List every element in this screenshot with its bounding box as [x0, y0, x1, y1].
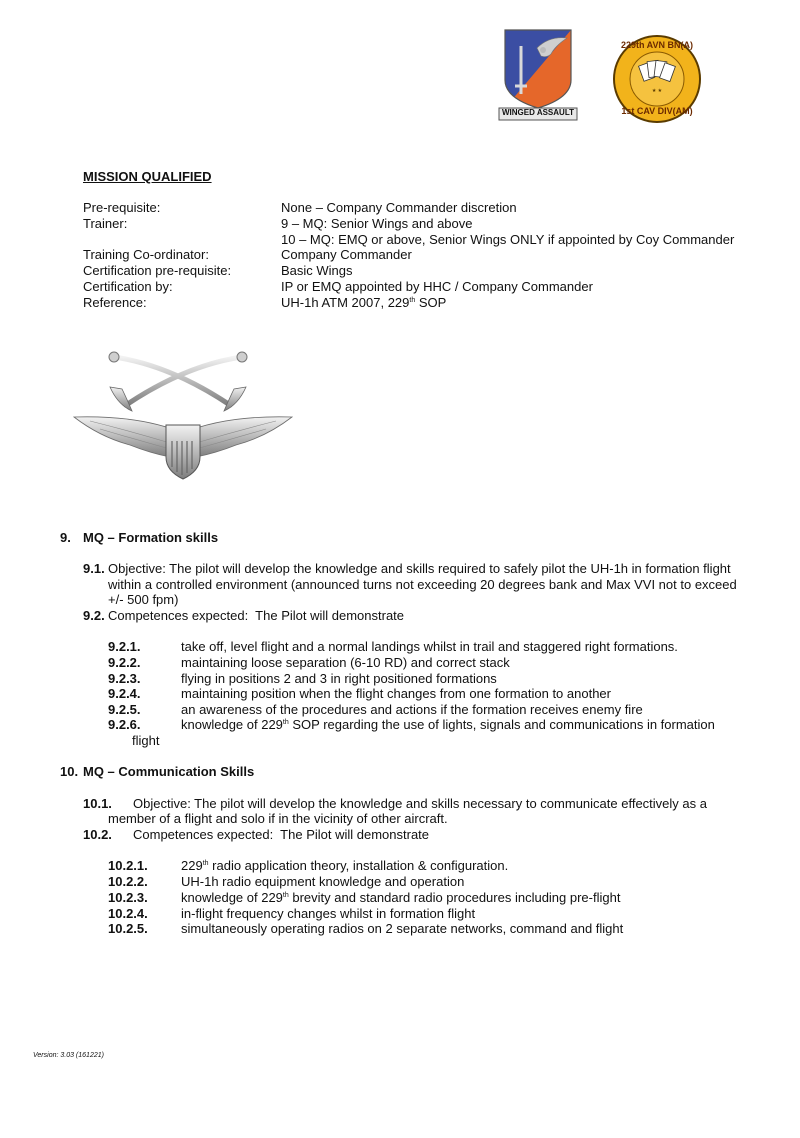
patch-top-text: 229th AVN BN(A): [620, 40, 693, 50]
list-item-text: take off, level flight and a normal landings whilst in trail and staggered right formations.: [181, 639, 678, 654]
winged-assault-crest: [497, 28, 579, 122]
row-label-trainer: Trainer:: [83, 216, 128, 231]
section-10-objective-number: 10.1.: [83, 796, 112, 811]
patch-bottom-text: 1st CAV DIV(AM): [621, 106, 693, 116]
row-value-prerequisite: None – Company Commander discretion: [281, 200, 517, 215]
list-item-number: 9.2.2.: [108, 655, 141, 670]
list-item-text: 229th radio application theory, installation & configuration.: [181, 858, 509, 873]
row-value-trainer-2: 10 – MQ: EMQ or above, Senior Wings ONLY if appointed by Coy Commander: [281, 232, 735, 247]
list-item-text: UH-1h radio equipment knowledge and operation: [181, 874, 465, 889]
list-item-number: 10.2.3.: [108, 890, 148, 905]
list-item-number: 9.2.3.: [108, 671, 141, 686]
row-label-coordinator: Training Co-ordinator:: [83, 247, 209, 262]
section-9-title: MQ – Formation skills: [83, 530, 219, 545]
list-item-number: 9.2.1.: [108, 639, 141, 654]
list-item-text: knowledge of 229th SOP regarding the use of lights, signals and communications in formation: [181, 717, 715, 732]
list-item-text: an awareness of the procedures and actions if the formation receives enemy fire: [181, 702, 643, 717]
row-label-prerequisite: Pre-requisite:: [83, 200, 161, 215]
list-item-text: simultaneously operating radios on 2 separate networks, command and flight: [181, 921, 624, 936]
section-9-objective-line-3: +/- 500 fpm): [108, 592, 179, 607]
row-value-reference: UH-1h ATM 2007, 229th SOP: [281, 295, 447, 310]
section-9-number: 9.: [60, 530, 71, 545]
cavalry-sabers-wings-icon: [70, 345, 296, 485]
section-10-competences: Competences expected: The Pilot will demonstrate: [133, 827, 430, 842]
section-10-objective-line-1: Objective: The pilot will develop the knowledge and skills necessary to communicate effectively as a: [133, 796, 707, 811]
section-9-competences: Competences expected: The Pilot will demonstrate: [108, 608, 405, 623]
row-value-trainer: 9 – MQ: Senior Wings and above: [281, 216, 473, 231]
row-value-cert-prereq: Basic Wings: [281, 263, 353, 278]
list-item-number: 10.2.2.: [108, 874, 148, 889]
list-item-text: knowledge of 229th brevity and standard radio procedures including pre-flight: [181, 890, 621, 905]
svg-text:★ ★: ★ ★: [651, 88, 663, 94]
version-footer: Version: 3.03 (161221): [33, 1052, 104, 1059]
list-item-number: 10.2.5.: [108, 921, 148, 936]
section-10-objective-line-2: member of a flight and solo if in the vicinity of other aircraft.: [108, 811, 448, 826]
battalion-patch: [612, 34, 702, 124]
row-label-reference: Reference:: [83, 295, 147, 310]
list-item-text: maintaining position when the flight changes from one formation to another: [181, 686, 611, 701]
section-10-title: MQ – Communication Skills: [83, 764, 255, 779]
list-item-number: 9.2.6.: [108, 717, 141, 732]
row-label-cert-prereq: Certification pre-requisite:: [83, 263, 232, 278]
list-item-number: 9.2.5.: [108, 702, 141, 717]
row-value-coordinator: Company Commander: [281, 247, 412, 262]
list-item-number: 9.2.4.: [108, 686, 141, 701]
section-9-competences-number: 9.2.: [83, 608, 105, 623]
list-item-text: in-flight frequency changes whilst in formation flight: [181, 906, 476, 921]
mission-heading: MISSION QUALIFIED: [83, 169, 212, 184]
row-label-cert-by: Certification by:: [83, 279, 173, 294]
list-item-text: maintaining loose separation (6-10 RD) and correct stack: [181, 655, 510, 670]
list-item-text-continued: flight: [132, 733, 160, 748]
section-9-objective-line-1: Objective: The pilot will develop the knowledge and skills required to safely pilot the UH-1h in formation flight: [108, 561, 731, 576]
aviator-wings-insignia: [70, 345, 296, 485]
list-item-number: 10.2.1.: [108, 858, 148, 873]
section-9-objective-number: 9.1.: [83, 561, 105, 576]
list-item-text: flying in positions 2 and 3 in right positioned formations: [181, 671, 497, 686]
row-value-cert-by: IP or EMQ appointed by HHC / Company Commander: [281, 279, 593, 294]
section-10-competences-number: 10.2.: [83, 827, 112, 842]
section-10-number: 10.: [60, 764, 79, 779]
list-item-number: 10.2.4.: [108, 906, 148, 921]
section-9-objective-line-2: within a controlled environment (announced turns not exceeding 20 degrees bank and Max VVI not to exceed: [108, 577, 737, 592]
crest-motto: WINGED ASSAULT: [502, 108, 574, 117]
